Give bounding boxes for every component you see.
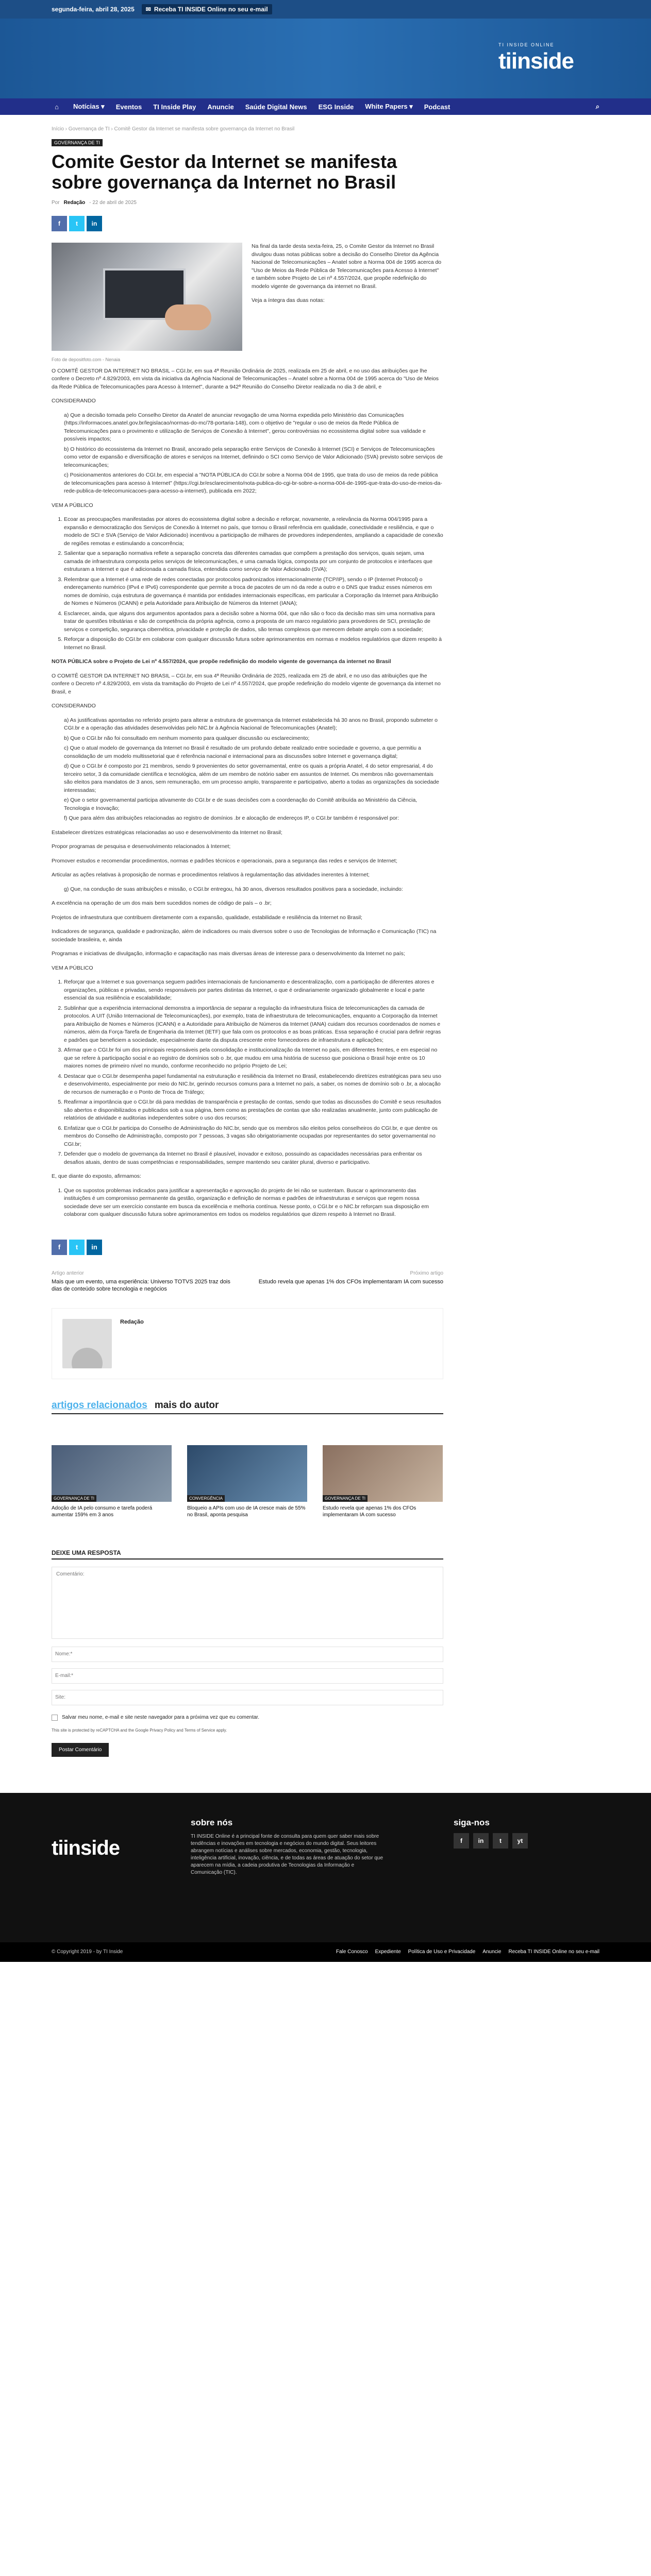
related-tag[interactable]: CONVERGÊNCIA xyxy=(187,1495,225,1502)
list-item: 3. Afirmar que o CGI.br foi um dos principais responsáveis pela consolidação e institucionalização da Internet no país, em diferentes frentes, e em especial no que se refere à participação social e ao registro de domínios sob o .br, que mudou em uma história de sucesso que posiciona o Brasil hoje entre os 10 maiores nomes de primeiro nível no mundo, conforme reconhecido no próprio Projeto de Lei; xyxy=(64,1046,443,1071)
next-label: Próximo artigo xyxy=(410,1270,443,1276)
related-card[interactable] xyxy=(187,1445,307,1518)
logo-tagline: TI INSIDE ONLINE xyxy=(498,42,555,47)
meta-author[interactable]: Redação xyxy=(63,200,86,206)
list-item: 1. Reforçar que a Internet e sua governança seguem padrões internacionais de funcionamento e descentralização, com a participação de diferentes atores e organizações, públicas e privadas, sendo responsáveis por partes distintas da Internet, o que é ordinariamente organizado globalmente e local e parte essencial da sua resiliência e escalabilidade; xyxy=(64,978,443,1003)
list-item: 3. Relembrar que a Internet é uma rede de redes conectadas por protocolos padronizados internacionalmente (TCP/IP), sendo o IP (Internet Protocol) o endereçamento numérico (IPv4 e IPv6) correspondente que permite a troca de pacotes de um nó da rede a outro e o DNS que traduz esses números em nomes de domínio, cuja estrutura de governança é mantida por entidades internacionais específicas, em particular a Corporação da Internet para Atribuição de Nomes e Números (ICANN) e pela Autoridade para Atribuição de Números da Internet (IANA); xyxy=(64,576,443,608)
email-input[interactable] xyxy=(52,1668,443,1684)
footer-link[interactable]: Receba TI INSIDE Online no seu e-mail xyxy=(508,1949,599,1955)
list-item: 2. Salientar que a separação normativa reflete a separação concreta das diferentes camadas que compõem a prestação dos serviços, quais sejam, uma camada de infraestrutura composta pelos serviços de telecomunicações, e uma camada lógica, composta por um conjunto de protocolos e interfaces que estruturam a Internet e que é adicionada a camada física, entendida como serviço de Valor Adicionado (SVA); xyxy=(64,550,443,574)
name-input[interactable] xyxy=(52,1647,443,1662)
image-caption: Foto de depositfoto.com - Nenaia xyxy=(52,357,121,362)
list-item: c) Que o atual modelo de governança da Internet no Brasil é resultado de um profundo debate realizado entre sociedade e governo, a que permitiu a consolidação de um modelo multissetorial que é referência nacional e internacional para as discussões sobre Internet e governança digital; xyxy=(64,745,421,759)
reply-heading: DEIXE UMA RESPOSTA xyxy=(52,1549,443,1560)
share-buttons xyxy=(52,216,599,231)
author-name[interactable]: Redação xyxy=(120,1318,144,1325)
nav-item-eventos[interactable]: Eventos xyxy=(115,103,142,111)
paragraph: O COMITÊ GESTOR DA INTERNET NO BRASIL – CGI.br, em sua 4ª Reunião Ordinária de 2025, realizada em 25 de abril, e no uso das atribuições que lhe confere o Decreto nº 4.829/2003, em vista da iniciativa da Agência Nacional de Telecomunicações – Anatel sobre a Norma 004 de 1995 acerca do "Uso de Meios da Rede Pública de Telecomunicações para Acesso à Internet", durante a 942ª Reunião do Conselho Diretor realizada no dia 3 de abril, e xyxy=(52,367,439,390)
website-input[interactable] xyxy=(52,1690,443,1705)
paragraph: Programas e iniciativas de divulgação, informação e capacitação nas mais diversas áreas de interesse para o desenvolvimento da Internet no país; xyxy=(52,951,405,957)
linkedin-share-button[interactable]: in xyxy=(87,216,102,231)
newsletter-promo-link[interactable] xyxy=(142,4,272,14)
list-item: a) Que a decisão tomada pelo Conselho Diretor da Anatel de anunciar revogação de uma Norma expedida pelo Ministério das Comunicações (https://informacoes.anatel.gov.br/legislacao/normas-do-mc/78-portaria-148), com o objetivo de "regular o uso de meios da Rede Pública de Telecomunicações para o provimento e utilização de Serviços de Conexão à Internet", gerou controvérsias no ecossistema digital sobre sua validade e possíveis impactos; xyxy=(64,412,426,442)
related-tabs xyxy=(52,1400,443,1414)
list-item: b) Que o CGI.br não foi consultado em nenhum momento para qualquer discussão ou esclarecimento; xyxy=(64,735,310,741)
copyright: © Copyright 2019 - by TI Inside xyxy=(52,1949,123,1955)
breadcrumb[interactable]: Início › Governança de TI › Comitê Gestor da Internet se manifesta sobre governança da Internet no Brasil xyxy=(52,126,295,132)
paragraph: Projetos de infraestrutura que contribuem diretamente com a expansão, qualidade, estabilidade e resiliência da Internet no Brasil; xyxy=(52,914,362,921)
list-item: 1. Que os supostos problemas indicados para justificar a apresentação e aprovação do projeto de lei não se sustentam. Buscar o aprimoramento das instituições é um compromisso permanente da gestão, organização e definição de normas e padrões de infraestruturas e serviços que regem nossa sociedade deve ser um exercício constante em busca da excelência e melhoria contínua. Nesse ponto, o CGI.br e o NIC.br reforçam sua disposição em colaborar com qualquer discussão futura sobre aprimoramentos em todos os modelos regulatórios que dizem respeito à Internet no Brasil. xyxy=(64,1187,443,1219)
save-info-row xyxy=(52,1715,443,1721)
list-item: 4. Destacar que o CGI.br desempenha papel fundamental na estruturação e resiliência da Internet no Brasil, estabelecendo diretrizes estratégicas para seu uso e desenvolvimento, especialmente por meio do NIC.br, gerindo recursos comuns para a Internet no país, a saber, os nomes de domínio sob o .br, a alocação de recursos de numeração e o Ponto de Troca de Tráfego; xyxy=(64,1073,443,1097)
list-item: 4. Esclarecer, ainda, que alguns dos argumentos apontados para a decisão sobre a Norma 004, que não são o foco da decisão mas sim uma normativa para tratar de questões tributárias e são de competência da própria agência, como a proposta de um marco regulatório para provedores de SCI, prestação de serviços e competição, segurança cibernética, privacidade e proteção de dados, são temas complexos que merecem debate amplo com a sociedade; xyxy=(64,610,443,634)
footer-link[interactable]: Política de Uso e Privacidade xyxy=(408,1949,476,1955)
paragraph: Estabelecer diretrizes estratégicas relacionadas ao uso e desenvolvimento da Internet no Brasil; xyxy=(52,829,282,836)
footer-link[interactable]: Anuncie xyxy=(482,1949,502,1955)
social-title: siga-nos xyxy=(454,1817,490,1827)
related-tag[interactable]: GOVERNANÇA DE TI xyxy=(323,1495,368,1502)
footer-social xyxy=(454,1818,528,1849)
paragraph: Articular as ações relativas à proposição de normas e procedimentos relativos à regulamentação das atividades inerentes à Internet; xyxy=(52,872,370,878)
footer-link[interactable]: Expediente xyxy=(375,1949,401,1955)
paragraph: Promover estudos e recomendar procedimentos, normas e padrões técnicos e operacionais, para a segurança das redes e serviços de Internet; xyxy=(52,857,397,864)
nav-item-esg[interactable]: ESG Inside xyxy=(318,103,354,111)
list-item: g) Que, na condução de suas atribuições e missão, o CGI.br entregou, há 30 anos, diversos resultados positivos para a sociedade, incluindo: xyxy=(64,886,403,892)
meta-by: Por xyxy=(52,200,60,206)
twitter-icon[interactable]: t xyxy=(493,1833,508,1849)
about-title: sobre nós xyxy=(191,1817,233,1827)
prev-article[interactable] xyxy=(52,1270,240,1293)
linkedin-share-button[interactable]: in xyxy=(87,1240,102,1255)
list-item: 5. Reafirmar a importância que o CGI.br dá para medidas de transparência e prestação de contas, sendo que todas as discussões do Comitê e seus resultados são abertos e disponibilizados e publicados sob a sua página, bem como as prestações de contas que são realizadas anualmente, junto com publicação de relatórios de atividade e auditorias independentes sobre o uso dos recursos; xyxy=(64,1098,443,1123)
youtube-icon[interactable]: yt xyxy=(512,1833,528,1849)
facebook-share-button[interactable]: f xyxy=(52,216,67,231)
list-item: b) O histórico do ecossistema da Internet no Brasil, ancorado pela separação entre Serviços de Conexão à Internet (SCI) e Serviços de Telecomunicações como vetor de expansão e diversificação de atores e serviços na Internet, definindo o SCI como Serviço de Valor Adicionado (SVA) previsto sobre serviços de telecomunicações; xyxy=(64,446,443,468)
category-tag[interactable]: GOVERNANÇA DE TI xyxy=(52,139,103,146)
save-info-label: Salvar meu nome, e-mail e site neste navegador para a próxima vez que eu comentar. xyxy=(62,1715,259,1720)
current-date: segunda-feira, abril 28, 2025 xyxy=(52,6,135,13)
list-item: 7. Defender que o modelo de governança da Internet no Brasil é plausível, inovador e exitoso, possuindo as capacidades necessárias para enfrentar os desafios atuais, dentro de suas competências e responsabilidades, sempre mantendo seu caráter plural, diverso e participativo. xyxy=(64,1150,443,1166)
related-tag[interactable]: GOVERNANÇA DE TI xyxy=(52,1495,96,1502)
tab-more-from-author[interactable]: mais do autor xyxy=(154,1399,219,1411)
twitter-share-button[interactable]: t xyxy=(69,216,85,231)
prev-next-nav xyxy=(52,1270,443,1293)
site-header xyxy=(0,19,651,98)
article-body xyxy=(52,243,443,1219)
footer-logo[interactable]: tiinside xyxy=(52,1836,120,1859)
meta-date: - 22 de abril de 2025 xyxy=(89,200,137,206)
mail-icon: ✉ xyxy=(145,6,151,13)
site-footer xyxy=(0,1793,651,1942)
footer-link[interactable]: Fale Conosco xyxy=(336,1949,368,1955)
promo-label: Receba TI INSIDE Online no seu e-mail xyxy=(154,6,268,13)
related-thumbnail[interactable] xyxy=(323,1445,443,1502)
paragraph: VEM A PÚBLICO xyxy=(52,502,93,509)
site-logo[interactable] xyxy=(498,42,574,74)
hand-illustration xyxy=(165,304,211,330)
list-item: 2. Sublinhar que a experiência internacional demonstra a importância de separar a regulação da infraestrutura física de telecomunicações da camada de protocolos. A UIT (União Internacional de Telecomunicações), por exemplo, trata de infraestrutura de telecomunicações, enquanto a Corporação da Internet para Atribuição de Nomes e Números (ICANN) e a Autoridade para Atribuição de Números da Internet (IANA) cuidam dos recursos coordenados de nomes e números, além da Força-Tarefa de Engenharia da Internet (IETF) que fala com os protocolos e as boas práticas. Essa separação é crucial para definir regras e padrões que beneficiem a sociedade, especialmente diante da disputa crescente entre fornecedores de infraestrutura e aplicações; xyxy=(64,1005,443,1045)
related-title[interactable]: Estudo revela que apenas 1% dos CFOs implementaram IA com sucesso xyxy=(323,1505,416,1518)
list-item: f) Que para além das atribuições relacionadas ao registro de domínios .br e alocação de endereços IP, o CGI.br também é responsável por: xyxy=(64,815,399,821)
page-title: Comite Gestor da Internet se manifesta sobre governança da Internet no Brasil xyxy=(52,151,397,193)
list-item: c) Posicionamentos anteriores do CGI.br, em especial a "NOTA PÚBLICA do CGI.br sobre a Norma 004 de 1995, que trata do uso de meios da rede pública de telecomunicações para acesso à Internet" (https://cgi.br/esclarecimento/nota-publica-do-cgi-br-sobre-a-norma-004-de-1995-que-trata-do-uso-de-meios-da-rede-publica-de-telecomunicacoes-para-acesso-a-internet/), publicada em 2022; xyxy=(64,472,442,494)
bottom-bar xyxy=(0,1942,651,1962)
twitter-share-button[interactable]: t xyxy=(69,1240,85,1255)
paragraph: A excelência na operação de um dos mais bem sucedidos nomes de código de país – o .br; xyxy=(52,900,272,906)
avatar[interactable] xyxy=(62,1319,112,1368)
paragraph: Indicadores de segurança, qualidade e padronização, além de indicadores ou mais diversos sobre o uso de Tecnologias de Informação e Comunicação (TIC) na sociedade brasileira, e, ainda xyxy=(52,928,437,943)
linkedin-icon[interactable]: in xyxy=(473,1833,489,1849)
home-icon[interactable]: ⌂ xyxy=(55,103,59,111)
avatar-placeholder xyxy=(72,1348,103,1368)
nav-item-whitepapers[interactable]: White Papers ▾ xyxy=(365,103,413,110)
paragraph: CONSIDERANDO xyxy=(52,398,96,404)
paragraph: VEM A PÚBLICO xyxy=(52,964,93,971)
share-buttons-bottom xyxy=(52,1240,599,1255)
post-comment-button[interactable]: Postar Comentário xyxy=(52,1743,109,1757)
prev-title[interactable]: Mais que um evento, uma experiência: Universo TOTVS 2025 traz dois dias de conteúdo sobre tecnologia e negócios xyxy=(52,1278,230,1292)
related-card[interactable] xyxy=(323,1445,443,1518)
related-card[interactable] xyxy=(52,1445,172,1518)
footer-about xyxy=(191,1818,387,1876)
article-image xyxy=(52,243,242,351)
main-nav xyxy=(0,98,651,115)
related-articles xyxy=(52,1445,443,1518)
list-item: e) Que o setor governamental participa ativamente do CGI.br e de suas decisões com a coordenação do Comitê atribuída ao Ministério da Ciência, Tecnologia e Inovação; xyxy=(64,797,418,811)
list-item: 5. Reforçar a disposição do CGI.br em colaborar com qualquer discussão futura sobre aprimoramentos em normas e modelos regulatórios que dizem respeito à Internet no Brasil. xyxy=(64,636,443,652)
list-item: a) As justificativas apontadas no referido projeto para alterar a estrutura de governança da Internet estabelecida há 30 anos no Brasil, propondo submeter o CGI.br e a operação das atividades desenvolvidas pelo NIC.br à Agência Nacional de Telecomunicações (Anatel); xyxy=(64,717,438,731)
tab-related[interactable]: artigos relacionados xyxy=(52,1399,147,1411)
nav-item-play[interactable]: TI Inside Play xyxy=(153,103,196,111)
recaptcha-note: This site is protected by reCAPTCHA and the Google Privacy Policy and Terms of Service apply. xyxy=(52,1727,227,1733)
main-content xyxy=(52,115,599,1757)
nav-item-anuncie[interactable]: Anuncie xyxy=(207,103,234,111)
top-bar xyxy=(0,0,651,19)
author-box xyxy=(52,1308,443,1379)
prev-label: Artigo anterior xyxy=(52,1270,84,1276)
about-text: TI INSIDE Online é a principal fonte de consulta para quem quer saber mais sobre tendências e inovações em tecnologia e negócios do mundo digital. Seus leitores abrangem notícias e análises sobre mercados, economia, gestão, tecnologia, inteligência artificial, inovação, ciência, e de todas as áreas de atuação do setor que aparecem na mídia, a cadeia produtiva de Tecnologias da Informação e Comunicação (TIC). xyxy=(191,1833,383,1875)
paragraph: E, que diante do exposto, afirmamos: xyxy=(52,1173,141,1179)
logo-text: tiinside xyxy=(498,48,574,74)
facebook-icon[interactable]: f xyxy=(454,1833,469,1849)
facebook-share-button[interactable]: f xyxy=(52,1240,67,1255)
nav-item-saude[interactable]: Saúde Digital News xyxy=(245,103,307,111)
paragraph: NOTA PÚBLICA sobre o Projeto de Lei nº 4.557/2024, que propõe redefinição do modelo vigente de governança da internet no Brasil xyxy=(52,658,391,665)
next-article[interactable] xyxy=(255,1270,443,1293)
comment-form xyxy=(52,1549,443,1757)
nav-item-noticias[interactable]: Notícias ▾ xyxy=(73,103,105,110)
next-title[interactable]: Estudo revela que apenas 1% dos CFOs implementaram IA com sucesso xyxy=(258,1278,443,1285)
list-item: d) Que o CGI.br é composto por 21 membros, sendo 9 provenientes do setor governamental, entre os quais a própria Anatel, 4 do setor empresarial, 4 do terceiro setor, 3 da comunidade científica e tecnológica, além de um membro de notório saber em assuntos de Internet. Os membros não governamentais são eleitos para mandatos de 3 anos, sem remuneração, em um processo amplo, transparente e participativo, aberto a todas as organizações da sociedade interessadas; xyxy=(64,763,439,793)
footer-links xyxy=(336,1949,599,1955)
list-item: 1. Ecoar as preocupações manifestadas por atores do ecossistema digital sobre a decisão e reforçar, novamente, a relevância da Norma 004/1995 para a expansão e democratização dos Serviços de Conexão à Internet no país, que tornou o Brasil referência em qualidade, conectividade e resiliência, e que o modelo de SCI e SVA (Serviço de Valor Adicionado) incentivou a participação de milhares de provedores independentes, ampliando a capacidade de conexão de regiões remotas e estimulando a concorrência; xyxy=(64,516,443,548)
paragraph: Veja a íntegra das duas notas: xyxy=(252,297,325,303)
related-thumbnail[interactable] xyxy=(52,1445,172,1502)
related-title[interactable]: Bloqueio a APIs com uso de IA cresce mais de 55% no Brasil, aponta pesquisa xyxy=(187,1505,306,1518)
related-title[interactable]: Adoção de IA pelo consumo e tarefa poderá aumentar 159% em 3 anos xyxy=(52,1505,153,1518)
nav-item-podcast[interactable]: Podcast xyxy=(424,103,450,111)
paragraph: Propor programas de pesquisa e desenvolvimento relacionados à Internet; xyxy=(52,843,231,850)
list-item: 6. Enfatizar que o CGI.br participa do Conselho de Administração do NIC.br, sendo que os membros são eleitos pelos conselheiros do CGI.br, e que dentre os membros do Conselho de Administração, composto por 7 pessoas, 3 vagas são obrigatoriamente ocupadas por representantes do setor governamental no CGI.br; xyxy=(64,1125,443,1149)
save-info-checkbox[interactable] xyxy=(52,1715,58,1721)
paragraph: O COMITÊ GESTOR DA INTERNET NO BRASIL – CGI.br, em sua 4ª Reunião Ordinária de 2025, realizada em 25 de abril, e no uso das atribuições que lhe confere o Decreto nº 4.829/2003, em vista da tramitação do Projeto de Lei nº 4.557/2024, que propõe redefinição do modelo vigente de governança da internet no Brasil, e xyxy=(52,672,441,695)
related-thumbnail[interactable] xyxy=(187,1445,307,1502)
article-meta xyxy=(52,200,599,206)
comment-textarea[interactable] xyxy=(52,1567,443,1639)
paragraph: CONSIDERANDO xyxy=(52,703,96,709)
paragraph: Na final da tarde desta sexta-feira, 25, o Comite Gestor da Internet no Brasil divulgou duas notas públicas sobre a decisão do Conselho Diretor da Agência Nacional de Telecomunicações – Anatel sobre a Norma 004 de 1995 acerca do "Uso de Meios da Rede Pública de Telecomunicações para Acesso à Internet" e também sobre Projeto de Lei nº 4.557/2024, que propõe redefinição do modelo vigente de governança da internet no Brasil. xyxy=(252,243,442,290)
search-icon[interactable]: ⌕ xyxy=(595,103,599,110)
